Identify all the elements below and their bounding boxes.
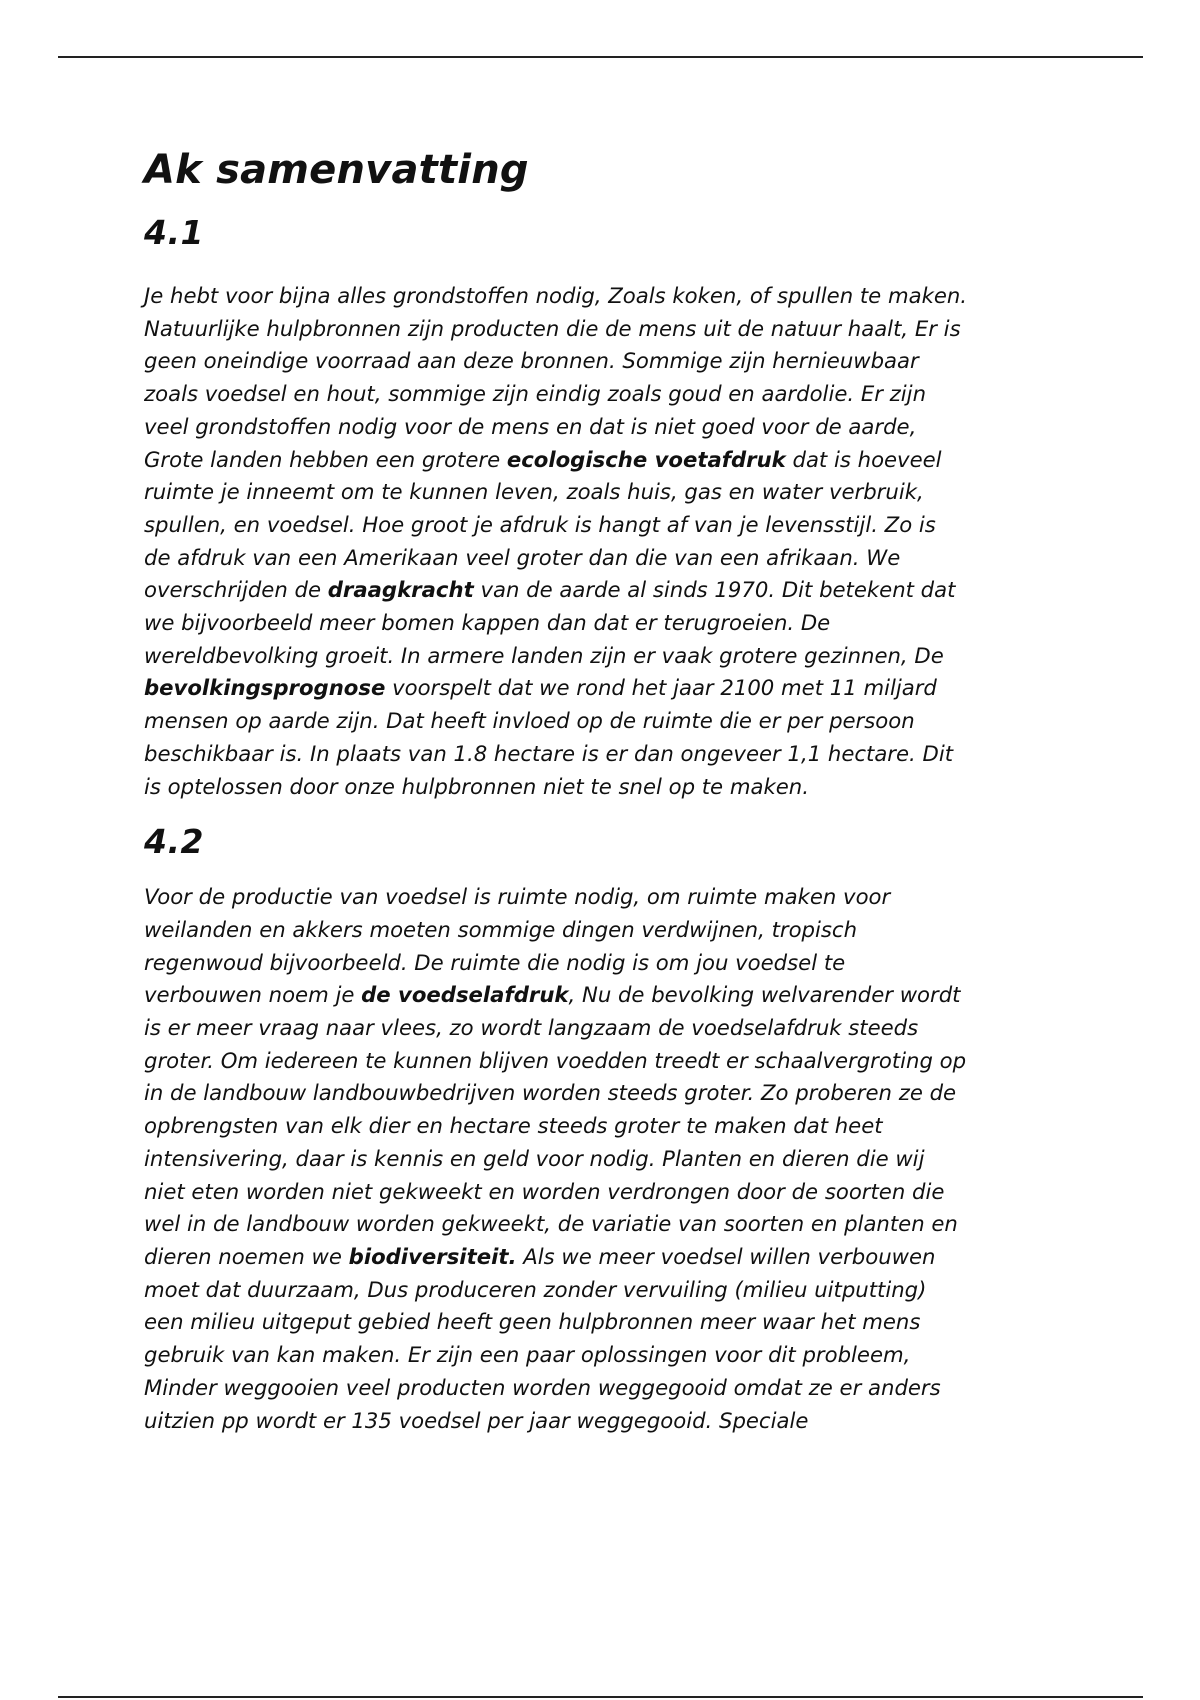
text-run: , Nu de bevolking welvarender wordt is er meer vraag naar vlees, zo wordt langzaam de voedselafdruk steeds groter. Om iedereen te kunnen blijven voedden treedt er schaalvergroting op in de landbouw landbouwbedrijven worden steeds groter. Zo proberen ze de opbrengsten van elk dier en hectare steeds groter te maken dat heet intensivering, daar is kennis en geld voor nodig. Planten en dieren die wij niet eten worden niet gekweekt en worden verdrongen door de soorten die wel in de landbouw worden gekweekt, de variatie van soorten en planten en dieren noemen we bbox=[144, 982, 967, 1269]
key-term-bevolkingsprognose: bevolkingsprognose bbox=[144, 675, 386, 701]
section-heading-4-2: 4.2 bbox=[144, 822, 204, 862]
text-run: voorspelt dat we rond het jaar 2100 met 11 miljard mensen op aarde zijn. Dat heeft invloed op de ruimte die er per persoon beschikbaar is. In plaats van 1.8 hectare is er dan ongeveer 1,1 hectare. Dit is optelossen door onze hulpbronnen niet te snel op te maken. bbox=[144, 675, 954, 799]
key-term-biodiversiteit: biodiversiteit. bbox=[348, 1243, 517, 1269]
section-paragraph-4-1 bbox=[144, 280, 1094, 803]
key-term-draagkracht: draagkracht bbox=[327, 577, 474, 603]
key-term-voedselafdruk: de voedselafdruk bbox=[361, 982, 569, 1008]
text-run: Voor de productie van voedsel is ruimte nodig, om ruimte maken voor weilanden en akkers moeten sommige dingen verdwijnen, tropisch regenwoud bijvoorbeeld. De ruimte die nodig is om jou voedsel te verbouwen noem je bbox=[144, 884, 891, 1008]
top-rule bbox=[58, 56, 1143, 58]
section-paragraph-4-2 bbox=[144, 881, 1094, 1437]
bottom-rule bbox=[58, 1696, 1143, 1698]
document-title: Ak samenvatting bbox=[144, 147, 529, 193]
section-heading-4-1: 4.1 bbox=[144, 213, 204, 252]
text-run: Als we meer voedsel willen verbouwen moet dat duurzaam, Dus produceren zonder vervuiling (milieu uitputting) een milieu uitgeput gebied heeft geen hulpbronnen meer waar het mens gebruik van kan maken. Er zijn een paar oplossingen voor dit probleem, Minder weggooien veel producten worden weggegooid omdat ze er anders uitzien pp wordt er 135 voedsel per jaar weggegooid. Speciale bbox=[144, 1243, 941, 1433]
key-term-ecologische-voetafdruk: ecologische voetafdruk bbox=[506, 446, 786, 472]
text-run: van de aarde al sinds 1970. Dit betekent dat we bijvoorbeeld meer bomen kappen dan dat er terugroeien. De wereldbevolking groeit. In armere landen zijn er vaak grotere gezinnen, De bbox=[144, 577, 956, 668]
document-body bbox=[144, 140, 1094, 1437]
text-run: Je hebt voor bijna alles grondstoffen nodig, Zoals koken, of spullen te maken. Natuurlijke hulpbronnen zijn producten die de mens uit de natuur haalt, Er is geen oneindige voorraad aan deze bronnen. Sommige zijn hernieuwbaar zoals voedsel en hout, sommige zijn eindig zoals goud en aardolie. Er zijn veel grondstoffen nodig voor de mens en dat is niet goed voor de aarde, Grote landen hebben een grotere bbox=[144, 283, 968, 472]
text-run: dat is hoeveel ruimte je inneemt om te kunnen leven, zoals huis, gas en water verbruik, spullen, en voedsel. Hoe groot je afdruk is hangt af van je levensstijl. Zo is de afdruk van een Amerikaan veel groter dan die van een afrikaan. We overschrijden de bbox=[144, 446, 942, 603]
